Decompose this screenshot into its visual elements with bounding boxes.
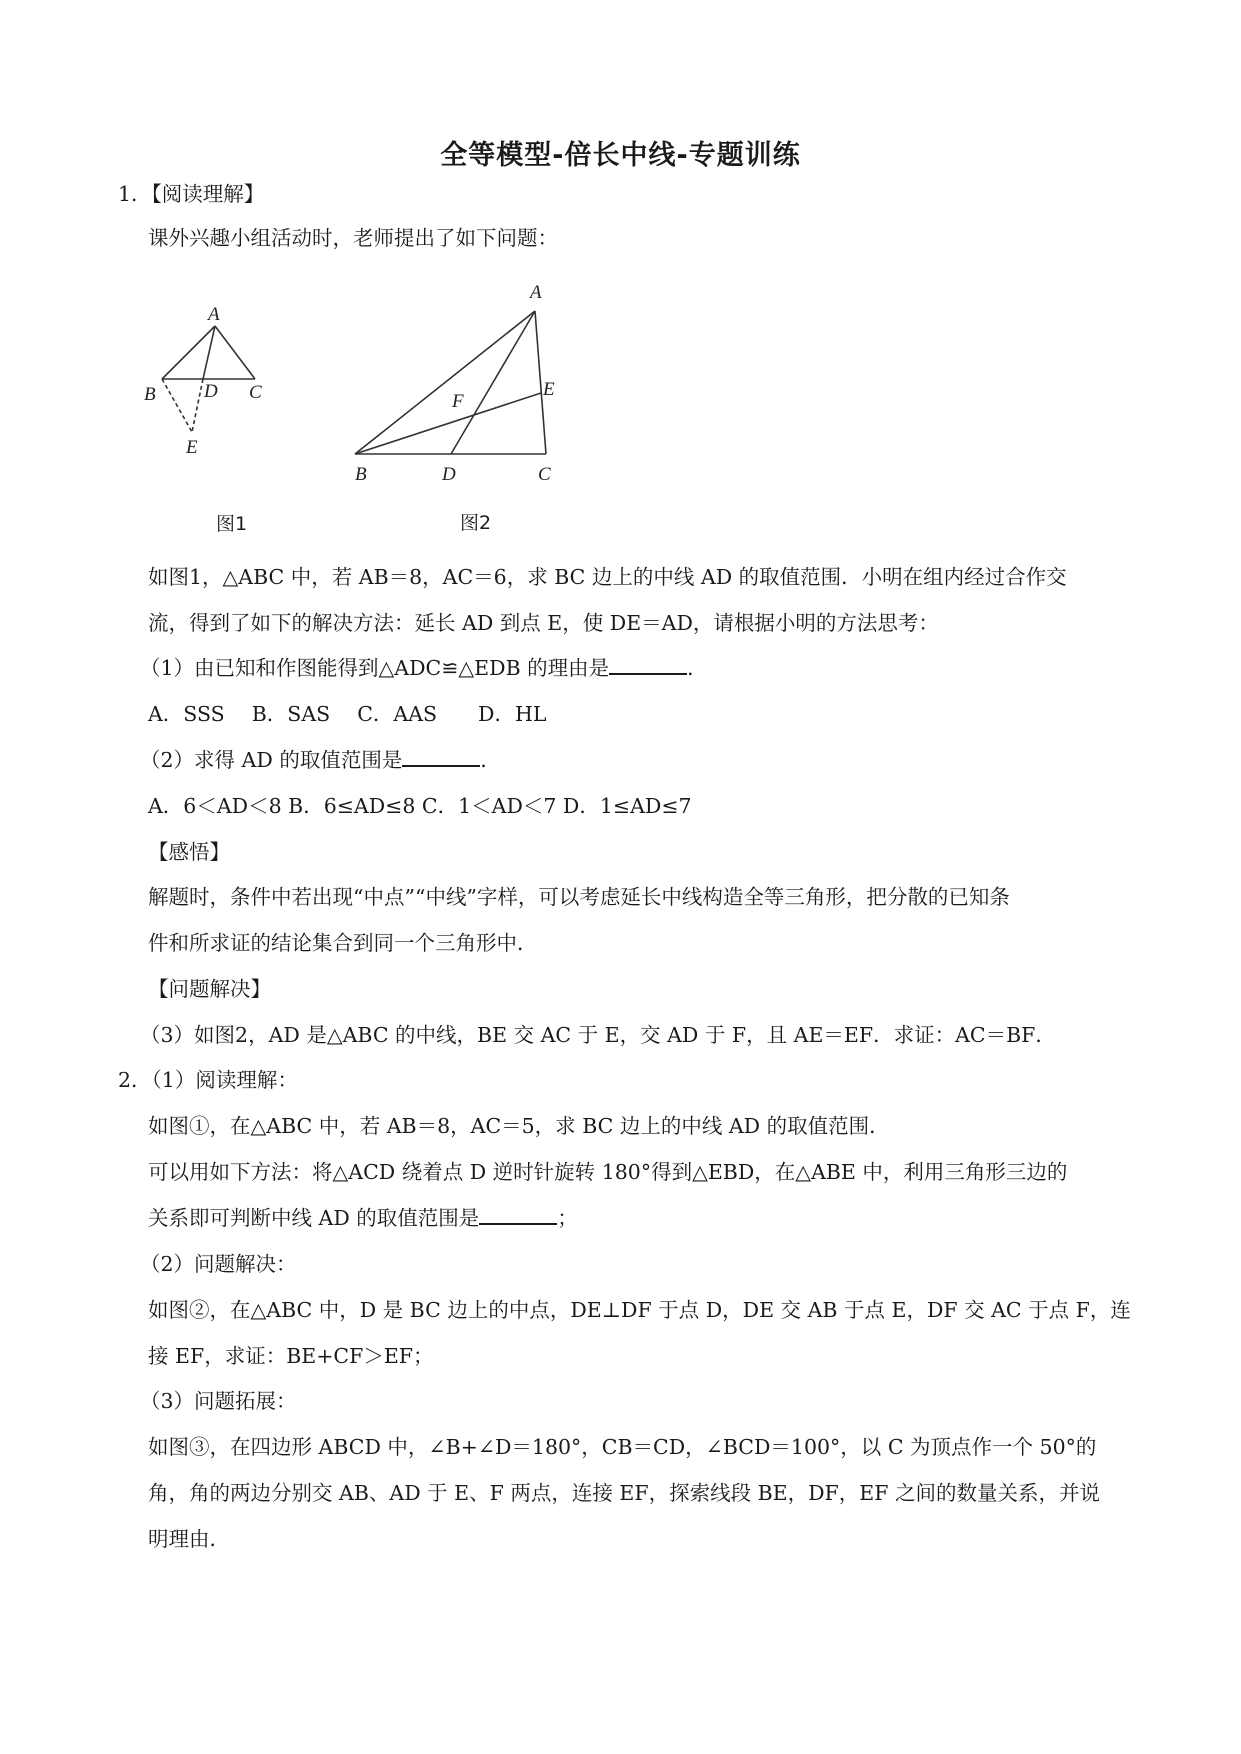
answer-blank[interactable]: [609, 655, 687, 675]
question-1-problem-line-1: 如图1，△ABC 中，若 AB＝8，AC＝6，求 BC 边上的中线 AD 的取值范围．小明在组内经过合作交: [148, 565, 1067, 589]
segment-ac: [215, 326, 255, 379]
label-d: D: [204, 381, 218, 402]
figure-1: [130, 300, 310, 464]
label-a: A: [530, 282, 542, 303]
segment-ad: [451, 311, 535, 454]
figure-2: [340, 282, 580, 496]
label-d: D: [442, 464, 456, 485]
part-3-line-1: 如图③，在四边形 ABCD 中，∠B+∠D＝180°，CB＝CD，∠BCD＝100°，以 C 为顶点作一个 50°的: [148, 1435, 1097, 1459]
sub-question-1: [140, 654, 708, 682]
segment-be-dashed: [162, 379, 192, 432]
figure-1-caption: 图1: [216, 513, 248, 535]
sub-question-1-text: （1）由已知和作图能得到△ADC≌△EDB 的理由是: [140, 656, 610, 680]
question-1-problem-line-2: 流，得到了如下的解决方法：延长 AD 到点 E，使 DE＝AD，请根据小明的方法思考：: [148, 611, 939, 635]
question-2-heading: [118, 1066, 298, 1094]
label-c: C: [249, 382, 262, 403]
segment-ab: [355, 311, 535, 454]
label-e: E: [186, 437, 198, 458]
figure-1-diagram: [130, 300, 310, 460]
segment-be: [355, 393, 541, 454]
sub-question-2-text: （2）求得 AD 的取值范围是: [140, 748, 403, 772]
part-2-line-2: 接 EF，求证：BE+CF＞EF；: [148, 1344, 434, 1368]
question-number: 1．: [118, 182, 152, 206]
part-2-heading: （2）问题解决：: [140, 1252, 297, 1276]
part-3-heading: （3）问题拓展：: [140, 1389, 297, 1413]
answer-blank[interactable]: [479, 1205, 557, 1225]
part-1-line-3: [148, 1204, 578, 1232]
part-1-line-1: 如图①，在△ABC 中，若 AB＝8，AC＝5，求 BC 边上的中线 AD 的取值范围．: [148, 1114, 890, 1138]
figure-2-diagram: [340, 282, 580, 492]
part-1-line-2: 可以用如下方法：将△ACD 绕着点 D 逆时针旋转 180°得到△EBD，在△ABE 中，利用三角形三边的: [148, 1160, 1068, 1184]
part-1-line-3-text: 关系即可判断中线 AD 的取值范围是: [148, 1206, 480, 1230]
part-1-line-3-end: ；: [557, 1206, 578, 1230]
sub-question-1-end: ．: [687, 656, 708, 680]
sub-question-3: （3）如图2，AD 是△ABC 的中线，BE 交 AC 于 E，交 AD 于 F，且 AE＝EF．求证：AC＝BF．: [140, 1023, 1056, 1047]
solve-heading: 【问题解决】: [148, 977, 271, 1001]
insight-line-2: 件和所求证的结论集合到同一个三角形中．: [148, 931, 538, 955]
sub-question-2: [140, 746, 501, 774]
segment-ad: [203, 326, 215, 379]
part-3-line-2: 角，角的两边分别交 AB、AD 于 E、F 两点，连接 EF，探索线段 BE，DF，EF 之间的数量关系，并说: [148, 1481, 1100, 1505]
sub-question-1-options: A．SSS B．SAS C．AAS D．HL: [148, 702, 547, 726]
page-title: 全等模型-倍长中线-专题训练: [440, 140, 801, 171]
sub-question-2-options: A．6＜AD＜8 B．6≤AD≤8 C．1＜AD＜7 D．1≤AD≤7: [148, 794, 692, 818]
label-c: C: [538, 464, 551, 485]
label-b: B: [355, 464, 367, 485]
section-heading: 【阅读理解】: [151, 182, 265, 206]
figure-2-caption: 图2: [460, 512, 492, 534]
part-3-line-3: 明理由．: [148, 1527, 230, 1551]
insight-line-1: 解题时，条件中若出现“中点”“中线”字样，可以考虑延长中线构造全等三角形，把分散的已知条: [148, 885, 1010, 909]
answer-blank[interactable]: [402, 747, 480, 767]
label-a: A: [208, 304, 220, 325]
label-f: F: [452, 391, 464, 412]
part-1-heading: （1）阅读理解：: [151, 1068, 298, 1092]
question-number: 2．: [118, 1068, 152, 1092]
part-2-line-1: 如图②，在△ABC 中，D 是 BC 边上的中点，DE⊥DF 于点 D，DE 交 AB 于点 E，DF 交 AC 于点 F，连: [148, 1298, 1131, 1322]
segment-de-dashed: [192, 379, 203, 432]
question-1-intro: 课外兴趣小组活动时，老师提出了如下问题：: [148, 226, 558, 250]
label-b: B: [144, 384, 156, 405]
label-e: E: [543, 379, 555, 400]
segment-ab: [162, 326, 215, 379]
insight-heading: 【感悟】: [148, 840, 230, 864]
question-1-heading: [118, 180, 264, 208]
sub-question-2-end: ．: [480, 748, 501, 772]
